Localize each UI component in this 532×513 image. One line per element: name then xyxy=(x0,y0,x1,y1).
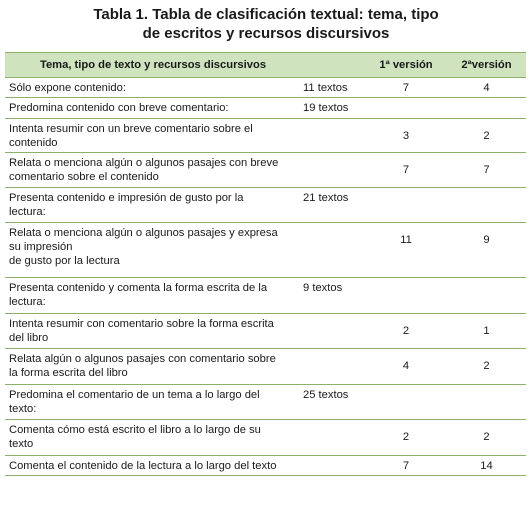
table-row xyxy=(5,456,526,476)
table-title-line-2: de escritos y recursos discursivos xyxy=(142,25,390,42)
row-version-1-cell: 2 xyxy=(402,431,410,443)
row-version-2-cell: 2 xyxy=(483,360,490,372)
row-count-cell xyxy=(301,420,365,456)
table-title-line-1: Tabla 1. Tabla de clasificación textual: tema, tipo xyxy=(93,6,439,23)
row-version-1-cell: 11 xyxy=(400,234,412,246)
table-row xyxy=(5,98,526,119)
table-row xyxy=(5,119,526,153)
table-row xyxy=(5,153,526,188)
row-version-1-cell xyxy=(365,98,447,119)
row-version-2-cell xyxy=(447,188,526,223)
row-version-1-cell: 2 xyxy=(402,325,410,337)
row-version-2-cell: 2 xyxy=(483,431,490,443)
row-count-cell xyxy=(301,349,365,385)
row-count-cell: 21 textos xyxy=(303,192,349,204)
row-topic-cell: Intenta resumir con un breve comentario sobre el contenido xyxy=(9,123,253,149)
row-count-cell: 25 textos xyxy=(303,389,349,401)
row-version-1-cell: 3 xyxy=(402,130,410,142)
row-version-1-cell xyxy=(365,385,447,420)
table-header xyxy=(5,53,526,78)
table-row xyxy=(5,314,526,349)
row-count-cell xyxy=(301,314,365,349)
row-count-cell xyxy=(301,456,365,476)
row-version-2-cell: 4 xyxy=(483,82,490,94)
row-topic-cell: Predomina contenido con breve comentario: xyxy=(9,102,229,114)
row-version-1-cell xyxy=(365,278,447,314)
row-topic-cell: Comenta el contenido de la lectura a lo largo del texto xyxy=(9,460,277,472)
table-title xyxy=(0,0,532,52)
table-row xyxy=(5,349,526,385)
row-topic-cell: Relata o menciona algún o algunos pasajes y expresa su impresión de gusto por la lectura xyxy=(9,227,278,267)
row-count-cell: 11 textos xyxy=(303,82,348,94)
row-count-cell xyxy=(301,119,365,153)
classification-table xyxy=(5,52,526,476)
table-row xyxy=(5,78,526,98)
table-row xyxy=(5,188,526,223)
row-version-2-cell: 9 xyxy=(483,234,490,246)
row-count-cell: 19 textos xyxy=(303,102,349,114)
header-version-1: 1ª versión xyxy=(379,59,433,71)
row-topic-cell: Relata algún o algunos pasajes con comentario sobre la forma escrita del libro xyxy=(9,353,276,379)
header-row xyxy=(5,53,526,78)
row-version-2-cell: 2 xyxy=(483,130,490,142)
table-row xyxy=(5,278,526,314)
header-topic: Tema, tipo de texto y recursos discursivos xyxy=(39,59,267,71)
row-version-2-cell: 7 xyxy=(483,164,490,176)
row-count-cell xyxy=(301,223,365,278)
row-version-2-cell xyxy=(447,278,526,314)
table-body xyxy=(5,78,526,476)
row-version-2-cell: 1 xyxy=(483,325,490,337)
row-version-1-cell: 7 xyxy=(402,82,410,94)
table-row xyxy=(5,223,526,278)
row-version-2-cell xyxy=(447,98,526,119)
header-version-2: 2ªversión xyxy=(461,59,512,71)
row-version-1-cell xyxy=(365,188,447,223)
row-version-2-cell xyxy=(447,385,526,420)
row-topic-cell: Predomina el comentario de un tema a lo largo del texto: xyxy=(9,389,260,415)
row-topic-cell: Presenta contenido y comenta la forma escrita de la lectura: xyxy=(9,282,268,308)
row-version-1-cell: 7 xyxy=(402,460,410,472)
table-row xyxy=(5,420,526,456)
table-row xyxy=(5,385,526,420)
row-topic-cell: Intenta resumir con comentario sobre la forma escrita del libro xyxy=(9,318,274,344)
row-topic-cell: Sólo expone contenido: xyxy=(9,82,126,94)
row-topic-cell: Relata o menciona algún o algunos pasajes con breve comentario sobre el contenido xyxy=(9,157,279,183)
row-count-cell xyxy=(301,153,365,188)
row-version-1-cell: 7 xyxy=(402,164,410,176)
row-topic-cell: Comenta cómo está escrito el libro a lo largo de su texto xyxy=(9,424,261,450)
row-count-cell: 9 textos xyxy=(303,282,343,294)
header-count xyxy=(301,53,365,78)
row-topic-cell: Presenta contenido e impresión de gusto por la lectura: xyxy=(9,192,244,218)
row-version-2-cell: 14 xyxy=(480,460,493,472)
row-version-1-cell: 4 xyxy=(402,360,410,372)
